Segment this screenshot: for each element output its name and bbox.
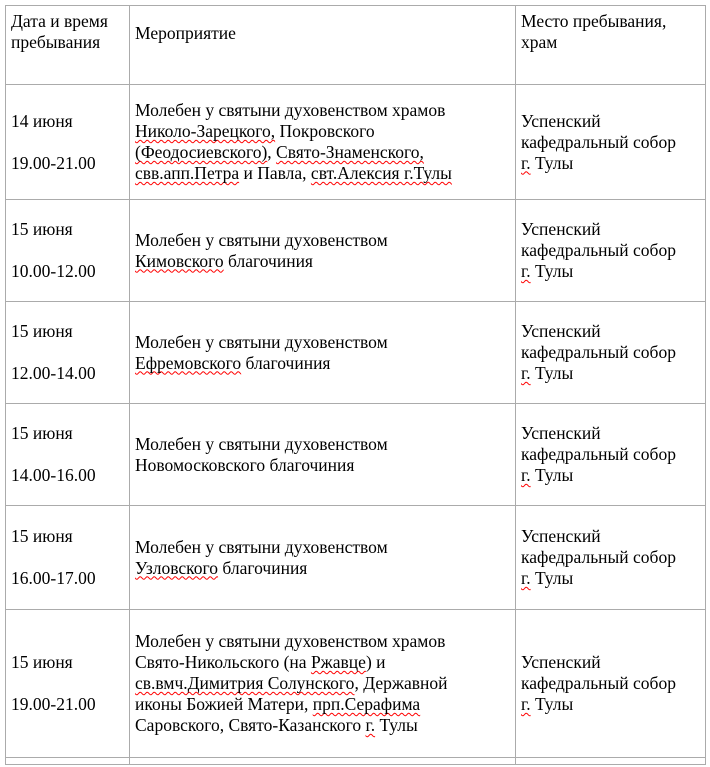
text-segment: Молебен у святыни духовенством — [135, 433, 388, 454]
text-segment: благочиния — [218, 557, 308, 578]
date-cell — [6, 85, 130, 200]
time-text: 19.00-21.00 — [11, 694, 96, 714]
text-line — [135, 332, 510, 353]
place-cell — [516, 610, 706, 758]
misspelled-text: г. — [521, 465, 531, 485]
event-cell — [130, 610, 516, 758]
text-segment: кафедральный собор — [521, 342, 676, 362]
text-line — [521, 321, 700, 342]
misspelled-text: прп.Серафима — [312, 694, 421, 714]
header-row — [6, 6, 706, 85]
table-row — [6, 404, 706, 506]
time-text: 10.00-12.00 — [11, 261, 96, 281]
date-text: 15 июня — [11, 219, 73, 239]
text-segment: Успенский — [521, 423, 601, 443]
misspelled-text: свв.апп.Петра — [135, 163, 240, 183]
misspelled-text: (Феодосиевского) — [135, 142, 268, 162]
table-row — [6, 200, 706, 302]
time-text: 12.00-14.00 — [11, 363, 96, 383]
misspelled-text: свт.Алексия г.Тулы — [310, 163, 452, 183]
text-segment: Молебен у святыни духовенством — [135, 229, 388, 250]
text-line — [521, 652, 700, 673]
text-segment: кафедральный собор — [521, 444, 676, 464]
text-line — [521, 261, 700, 282]
blank-line — [11, 342, 124, 363]
text-segment: Новомосковского благочиния — [135, 454, 355, 475]
date-cell — [6, 506, 130, 610]
misspelled-text: г. — [521, 694, 531, 714]
text-segment: Тулы — [530, 568, 574, 588]
text-line — [521, 132, 700, 153]
blank-line — [11, 444, 124, 465]
text-line — [521, 363, 700, 384]
date-cell — [6, 758, 130, 765]
text-line — [521, 342, 700, 363]
text-segment: кафедральный собор — [521, 673, 676, 693]
text-line — [521, 219, 700, 240]
text-segment: Успенский — [521, 526, 601, 546]
event-cell — [130, 302, 516, 404]
text-segment: Тулы — [530, 152, 574, 173]
misspelled-text: Николо-Зарецкого, — [135, 121, 276, 141]
text-segment: Тулы — [530, 261, 574, 281]
blank-line — [11, 673, 124, 694]
column-header-place: Место пребывания, храм — [516, 6, 706, 85]
text-line — [135, 121, 510, 142]
date-text: 15 июня — [11, 526, 73, 546]
text-line — [135, 652, 510, 673]
misspelled-text: г. — [521, 261, 531, 281]
text-line — [521, 111, 700, 132]
text-line — [135, 715, 510, 736]
date-cell — [6, 610, 130, 758]
time-text: 14.00-16.00 — [11, 465, 96, 485]
table-row — [6, 506, 706, 610]
text-segment: Успенский — [521, 110, 601, 131]
text-segment: Свято-Никольского (на — [135, 652, 311, 672]
event-cell — [130, 506, 516, 610]
text-line — [521, 423, 700, 444]
time-text: 19.00-21.00 — [11, 152, 96, 173]
text-line — [135, 537, 510, 558]
text-line — [135, 434, 510, 455]
column-header-datetime: Дата и время пребывания — [6, 6, 130, 85]
date-text: 15 июня — [11, 423, 73, 443]
text-segment: кафедральный собор — [521, 547, 676, 567]
text-segment: Покровского — [275, 121, 375, 141]
text-segment: Успенский — [521, 321, 601, 341]
table-header — [6, 6, 706, 85]
text-segment: , Державной — [354, 673, 448, 693]
table-row — [6, 85, 706, 200]
text-segment: , — [267, 142, 277, 162]
misspelled-text: г. — [365, 715, 376, 735]
misspelled-text: г. — [521, 568, 531, 588]
text-segment: Тулы — [375, 715, 418, 735]
text-segment: иконы Божией Матери, — [135, 694, 313, 714]
text-line — [135, 251, 510, 272]
text-line — [521, 240, 700, 261]
event-cell — [130, 200, 516, 302]
text-line — [521, 444, 700, 465]
text-line — [135, 163, 510, 184]
text-line — [135, 631, 510, 652]
place-cell — [516, 85, 706, 200]
text-line — [135, 558, 510, 579]
misspelled-text: Кимовского — [135, 250, 224, 271]
text-line — [135, 230, 510, 251]
event-cell — [130, 758, 516, 765]
text-segment: и Павла, — [239, 163, 311, 183]
place-cell — [516, 506, 706, 610]
table-row — [6, 302, 706, 404]
text-segment: кафедральный собор — [521, 131, 676, 152]
schedule-table-body — [6, 85, 706, 758]
text-line — [135, 353, 510, 374]
date-text: 15 июня — [11, 652, 73, 672]
text-line — [521, 568, 700, 589]
date-text: 15 июня — [11, 321, 73, 341]
text-segment: благочиния — [223, 250, 313, 271]
blank-line — [11, 240, 124, 261]
event-cell — [130, 404, 516, 506]
text-segment: ) и — [365, 652, 386, 672]
place-cell — [516, 302, 706, 404]
text-segment: Молебен у святыни духовенством — [135, 331, 388, 352]
partial-next-row-container — [6, 758, 706, 765]
text-line — [521, 694, 700, 715]
schedule-table — [5, 5, 706, 765]
misspelled-text: Свято-Знаменского, — [276, 142, 424, 162]
text-line — [521, 153, 700, 174]
date-cell — [6, 404, 130, 506]
place-cell — [516, 758, 706, 765]
place-cell — [516, 404, 706, 506]
date-text: 14 июня — [11, 110, 73, 131]
text-segment: Молебен у святыни духовенством — [135, 536, 388, 557]
text-line — [135, 694, 510, 715]
text-segment: Успенский — [521, 219, 601, 239]
time-text: 16.00-17.00 — [11, 568, 96, 588]
text-segment: Тулы — [530, 465, 574, 485]
text-line — [521, 547, 700, 568]
misspelled-text: г. — [521, 363, 531, 383]
text-line — [135, 455, 510, 476]
text-segment: Успенский — [521, 652, 601, 672]
text-segment: благочиния — [241, 352, 331, 373]
table-row — [6, 610, 706, 758]
text-line — [135, 142, 510, 163]
text-line — [521, 465, 700, 486]
event-cell — [130, 85, 516, 200]
text-line — [521, 526, 700, 547]
misspelled-text: Ржавце — [310, 652, 366, 672]
text-segment: Молебен у святыни духовенством храмов — [135, 631, 446, 651]
date-cell — [6, 302, 130, 404]
date-cell — [6, 200, 130, 302]
blank-line — [11, 132, 124, 153]
text-segment: Тулы — [530, 694, 574, 714]
misspelled-text: Узловского — [135, 557, 219, 578]
misspelled-text: св.вмч.Димитрия Солунского — [135, 673, 355, 693]
text-segment: кафедральный собор — [521, 240, 676, 260]
misspelled-text: г. — [521, 152, 531, 173]
blank-line — [11, 547, 124, 568]
place-cell — [516, 200, 706, 302]
text-line — [135, 673, 510, 694]
text-line — [521, 673, 700, 694]
text-segment: Молебен у святыни духовенством храмов — [135, 100, 446, 120]
text-segment: Саровского, Свято-Казанского — [135, 715, 366, 735]
text-line — [135, 100, 510, 121]
column-header-event: Мероприятие — [130, 6, 516, 85]
partial-next-row — [6, 758, 706, 765]
misspelled-text: Ефремовского — [135, 352, 242, 373]
text-segment: Тулы — [530, 363, 574, 383]
